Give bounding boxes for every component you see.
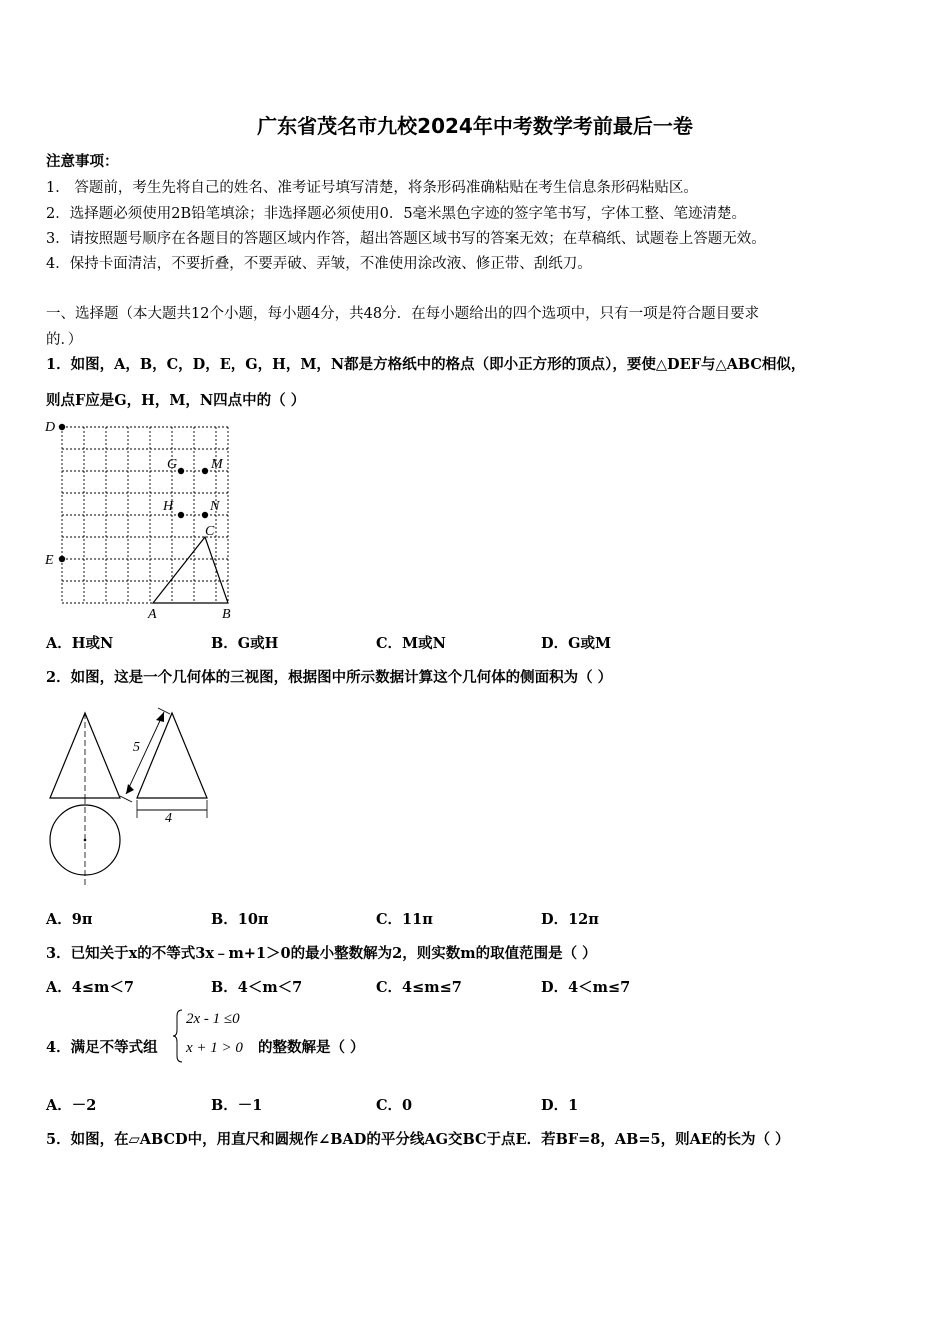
section-heading: 一、选择题（本大题共12个小题，每小题4分，共48分．在每小题给出的四个选项中，只有一项是符合题目要求 bbox=[46, 306, 760, 322]
q4-option-b: B．－1 bbox=[211, 1097, 263, 1114]
q1-option-a: A．H或N bbox=[46, 635, 114, 652]
question-2-text: 2．如图，这是一个几何体的三视图，根据图中所示数据计算这个几何体的侧面积为（ ） bbox=[46, 669, 613, 686]
notice-item: 3．请按照题号顺序在各题目的答题区域内作答，超出答题区域书写的答案无效；在草稿纸、试题卷上答题无效。 bbox=[46, 231, 766, 247]
question-1-text: 1．如图，A，B，C，D，E，G，H，M，N都是方格纸中的格点（即小正方形的顶点），要使△DEF与△ABC相似， bbox=[46, 356, 806, 373]
label-b: B bbox=[222, 607, 231, 622]
label-a: A bbox=[148, 607, 157, 622]
q4-option-a: A．－2 bbox=[46, 1097, 97, 1114]
q4-option-c: C．0 bbox=[376, 1097, 413, 1114]
q3-option-c: C．4≤m≤7 bbox=[376, 979, 462, 996]
inequality-1: 2x - 1 ≤0 bbox=[186, 1011, 240, 1027]
slant-dimension bbox=[126, 712, 164, 794]
point-n bbox=[202, 512, 208, 518]
question-3-text: 3．已知关于x的不等式3x﹣m+1＞0的最小整数解为2，则实数m的取值范围是（ ） bbox=[46, 945, 597, 962]
page-title: 广东省茂名市九校2024年中考数学考前最后一卷 bbox=[257, 114, 693, 138]
q2-option-a: A．9π bbox=[46, 911, 93, 928]
point-e bbox=[59, 556, 65, 562]
q2-option-b: B．10π bbox=[211, 911, 269, 928]
q2-option-c: C．11π bbox=[376, 911, 433, 928]
question-4-suffix: 的整数解是（ ） bbox=[258, 1039, 365, 1056]
label-m: M bbox=[211, 457, 223, 472]
q3-option-d: D．4＜m≤7 bbox=[541, 979, 631, 996]
label-c: C bbox=[205, 524, 215, 539]
label-n: N bbox=[210, 499, 220, 514]
q3-option-a: A．4≤m＜7 bbox=[46, 979, 134, 996]
label-base: 4 bbox=[165, 811, 172, 826]
inequality-2: x + 1 > 0 bbox=[186, 1040, 243, 1056]
label-e: E bbox=[45, 553, 54, 568]
brace-icon bbox=[172, 1008, 184, 1064]
notice-item: 2．选择题必须使用2B铅笔填涂；非选择题必须使用0．5毫米黑色字迹的签字笔书写，字体工整、笔迹清楚。 bbox=[46, 206, 747, 222]
notice-item: 4．保持卡面清洁，不要折叠，不要弄破、弄皱，不准使用涂改液、修正带、刮纸刀。 bbox=[46, 256, 592, 272]
q2-option-d: D．12π bbox=[541, 911, 599, 928]
q1-option-c: C．M或N bbox=[376, 635, 446, 652]
q1-option-b: B．G或H bbox=[211, 635, 279, 652]
label-d: D bbox=[45, 420, 56, 435]
label-g: G bbox=[167, 457, 178, 472]
section-heading-cont: 的．） bbox=[46, 332, 83, 348]
question-1-text-cont: 则点F应是G，H，M，N四点中的（ ） bbox=[46, 392, 306, 409]
three-view-figure bbox=[40, 698, 225, 893]
question-4-prefix: 4．满足不等式组 bbox=[46, 1039, 158, 1056]
triangle-abc bbox=[153, 537, 228, 603]
label-slant: 5 bbox=[133, 740, 140, 755]
side-view-triangle bbox=[137, 713, 207, 798]
q1-option-d: D．G或M bbox=[541, 635, 612, 652]
grid-figure bbox=[40, 415, 240, 625]
point-d bbox=[59, 424, 65, 430]
notice-item: 1． 答题前，考生先将自己的姓名、准考证号填写清楚，将条形码准确粘贴在考生信息条形码粘贴区。 bbox=[46, 180, 698, 196]
q4-option-d: D．1 bbox=[541, 1097, 579, 1114]
point-g bbox=[178, 468, 184, 474]
label-h: H bbox=[163, 499, 174, 514]
point-m bbox=[202, 468, 208, 474]
question-5-text: 5．如图，在▱ABCD中，用直尺和圆规作∠BAD的平分线AG交BC于点E．若BF=8，AB=5，则AE的长为（ ） bbox=[46, 1131, 790, 1148]
notice-heading: 注意事项： bbox=[46, 153, 119, 170]
q3-option-b: B．4＜m＜7 bbox=[211, 979, 303, 996]
point-h bbox=[178, 512, 184, 518]
